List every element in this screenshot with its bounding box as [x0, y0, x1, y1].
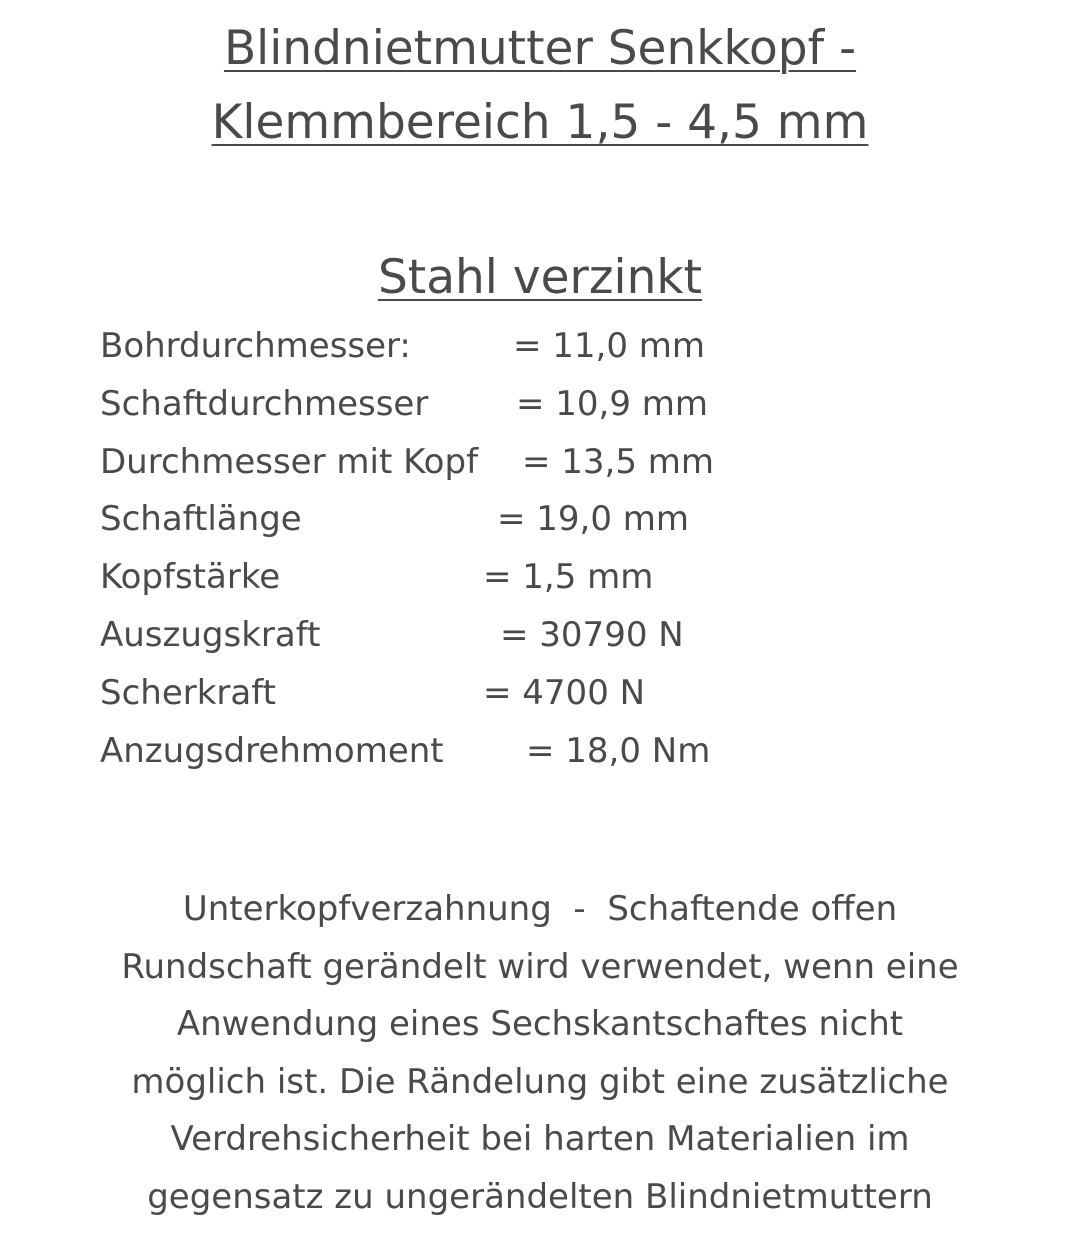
description-line: Anwendung eines Sechskantschaftes nicht	[176, 1004, 904, 1045]
product-title	[0, 12, 1080, 160]
material-heading-text: Stahl verzinkt	[377, 250, 703, 305]
description-line: gegensatz zu ungerändelten Blindnietmuttern	[147, 1176, 933, 1217]
spec-row	[100, 665, 800, 723]
spec-label: Schaftdurchmesser	[100, 383, 429, 424]
spec-label: Auszugskraft	[100, 614, 321, 655]
spec-label: Schaftlänge	[100, 499, 302, 540]
spec-label: Durchmesser mit Kopf	[100, 441, 479, 482]
description-line: Verdrehsicherheit bei harten Materialien im	[170, 1119, 910, 1160]
spec-value: = 4700 N	[483, 672, 646, 713]
spec-label: Scherkraft	[100, 672, 276, 713]
spec-label: Kopfstärke	[100, 557, 281, 598]
description-line: Unterkopfverzahnung - Schaftende offen	[182, 889, 898, 929]
spec-row	[100, 607, 800, 665]
spec-value: = 18,0 Nm	[526, 730, 711, 771]
product-description	[60, 881, 1020, 1227]
product-title-line-2: Klemmbereich 1,5 - 4,5 mm	[211, 95, 869, 150]
spec-value: = 19,0 mm	[497, 499, 690, 540]
spec-row	[100, 723, 800, 781]
material-heading	[0, 248, 1080, 308]
spec-value: = 30790 N	[500, 614, 684, 655]
spec-value: = 13,5 mm	[522, 441, 715, 482]
product-title-line-1: Blindnietmutter Senkkopf -	[223, 21, 857, 76]
spec-value: = 1,5 mm	[483, 557, 654, 598]
spec-list	[100, 318, 800, 780]
spec-label: Bohrdurchmesser:	[100, 326, 411, 366]
spec-row	[100, 376, 800, 434]
spec-row	[100, 318, 800, 376]
spec-value: = 11,0 mm	[513, 326, 706, 366]
description-line: Rundschaft gerändelt wird verwendet, wenn eine	[121, 946, 959, 987]
spec-row	[100, 434, 800, 492]
spec-label: Anzugsdrehmoment	[100, 730, 444, 771]
spec-value: = 10,9 mm	[516, 383, 709, 424]
spec-row	[100, 549, 800, 607]
spec-row	[100, 491, 800, 549]
description-line: möglich ist. Die Rändelung gibt eine zusätzliche	[131, 1061, 949, 1102]
